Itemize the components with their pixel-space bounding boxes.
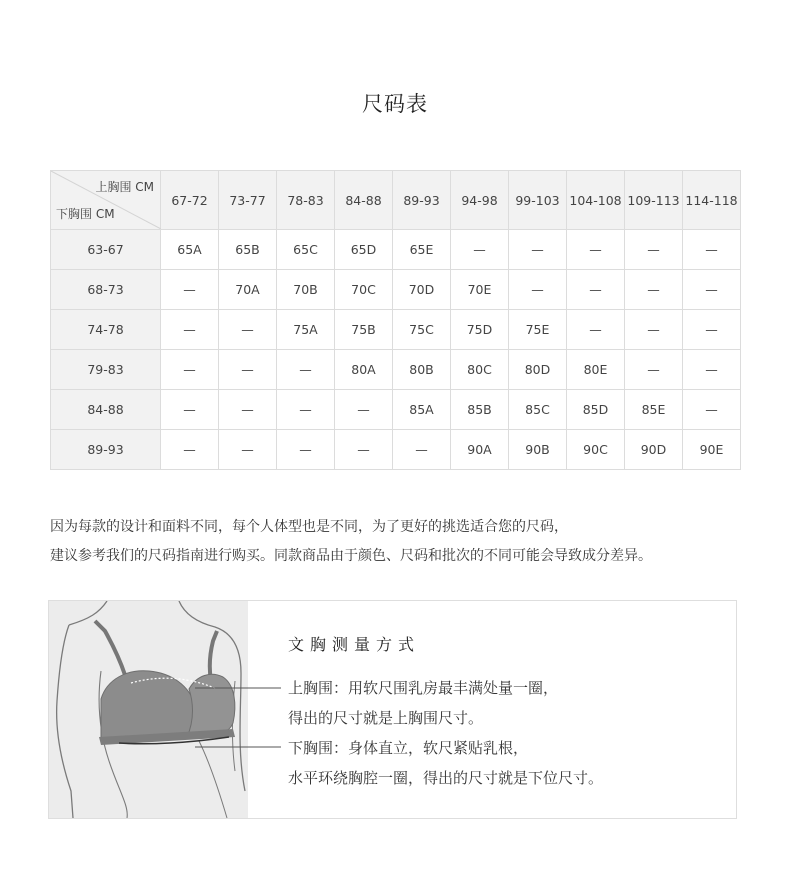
size-cell: 85E — [625, 390, 683, 430]
table-row — [51, 270, 741, 310]
lower-bust-row-label: 84-88 — [51, 390, 161, 430]
size-cell: 90A — [451, 430, 509, 470]
size-cell: 80C — [451, 350, 509, 390]
table-row — [51, 390, 741, 430]
bra-measure-illustration — [49, 601, 248, 818]
size-cell: 85C — [509, 390, 567, 430]
size-cell: — — [683, 390, 741, 430]
size-cell: 75A — [277, 310, 335, 350]
size-cell: — — [625, 310, 683, 350]
size-cell: — — [567, 270, 625, 310]
table-row — [51, 430, 741, 470]
size-cell: — — [683, 230, 741, 270]
upper-bust-result: 得出的尺寸就是上胸围尺寸。 — [288, 709, 484, 727]
upper-bust-column-header: 94-98 — [451, 171, 509, 230]
size-cell: — — [451, 230, 509, 270]
size-cell: — — [219, 390, 277, 430]
size-cell: — — [161, 310, 219, 350]
size-cell: — — [161, 430, 219, 470]
size-cell: 65B — [219, 230, 277, 270]
size-cell: 85A — [393, 390, 451, 430]
size-cell: 70C — [335, 270, 393, 310]
size-cell: 90C — [567, 430, 625, 470]
upper-bust-instruction: 上胸围：用软尺围乳房最丰满处量一圈， — [288, 679, 559, 697]
table-corner-cell — [51, 171, 161, 230]
table-header-row — [51, 171, 741, 230]
measure-guide-panel — [48, 600, 737, 819]
size-cell: 65C — [277, 230, 335, 270]
lower-bust-row-label: 89-93 — [51, 430, 161, 470]
upper-bust-column-header: 73-77 — [219, 171, 277, 230]
upper-bust-column-header: 104-108 — [567, 171, 625, 230]
size-cell: 90D — [625, 430, 683, 470]
size-cell: 65E — [393, 230, 451, 270]
lower-bust-result: 水平环绕胸腔一圈，得出的尺寸就是下位尺寸。 — [288, 769, 604, 787]
upper-bust-column-header: 89-93 — [393, 171, 451, 230]
note-line-2: 建议参考我们的尺码指南进行购买。同款商品由于颜色、尺码和批次的不同可能会导致成分差异。 — [50, 548, 652, 564]
size-cell: 70A — [219, 270, 277, 310]
size-cell: 65A — [161, 230, 219, 270]
size-cell: 80A — [335, 350, 393, 390]
lower-bust-row-label: 74-78 — [51, 310, 161, 350]
lower-bust-instruction: 下胸围：身体直立，软尺紧贴乳根， — [288, 739, 529, 757]
size-cell: 90E — [683, 430, 741, 470]
upper-bust-column-header: 84-88 — [335, 171, 393, 230]
size-cell: — — [625, 350, 683, 390]
lower-bust-row-label: 79-83 — [51, 350, 161, 390]
size-cell: — — [683, 310, 741, 350]
size-cell: — — [277, 350, 335, 390]
size-chart-table — [50, 170, 741, 470]
page-title: 尺码表 — [362, 92, 428, 116]
upper-bust-label: 上胸围 CM — [95, 180, 154, 194]
size-cell: — — [625, 270, 683, 310]
size-cell: 85D — [567, 390, 625, 430]
size-cell: 90B — [509, 430, 567, 470]
size-cell: — — [335, 390, 393, 430]
note-line-1: 因为每款的设计和面料不同，每个人体型也是不同，为了更好的挑选适合您的尺码， — [50, 519, 568, 535]
size-cell: — — [567, 230, 625, 270]
size-cell: 85B — [451, 390, 509, 430]
size-cell: — — [277, 390, 335, 430]
size-cell: — — [625, 230, 683, 270]
size-cell: — — [161, 270, 219, 310]
lower-bust-label: 下胸围 CM — [56, 207, 115, 221]
lower-bust-row-label: 68-73 — [51, 270, 161, 310]
size-cell: — — [161, 390, 219, 430]
size-cell: — — [393, 430, 451, 470]
size-cell: 65D — [335, 230, 393, 270]
table-row — [51, 230, 741, 270]
upper-bust-column-header: 78-83 — [277, 171, 335, 230]
size-cell: — — [335, 430, 393, 470]
size-cell: 80E — [567, 350, 625, 390]
size-cell: — — [219, 310, 277, 350]
measure-title: 文胸测量方式 — [288, 635, 421, 654]
size-cell: 75C — [393, 310, 451, 350]
upper-bust-column-header: 67-72 — [161, 171, 219, 230]
size-cell: — — [509, 230, 567, 270]
size-cell: — — [161, 350, 219, 390]
size-cell: — — [683, 350, 741, 390]
size-cell: — — [219, 430, 277, 470]
size-cell: — — [277, 430, 335, 470]
lower-bust-row-label: 63-67 — [51, 230, 161, 270]
table-row — [51, 350, 741, 390]
size-note — [50, 513, 770, 571]
size-cell: 75D — [451, 310, 509, 350]
size-cell: — — [567, 310, 625, 350]
upper-bust-column-header: 99-103 — [509, 171, 567, 230]
size-cell: — — [683, 270, 741, 310]
size-cell: 70B — [277, 270, 335, 310]
upper-bust-column-header: 109-113 — [625, 171, 683, 230]
size-cell: — — [219, 350, 277, 390]
size-cell: 80D — [509, 350, 567, 390]
size-cell: 70E — [451, 270, 509, 310]
size-cell: 75E — [509, 310, 567, 350]
size-cell: — — [509, 270, 567, 310]
upper-bust-column-header: 114-118 — [683, 171, 741, 230]
size-cell: 75B — [335, 310, 393, 350]
size-cell: 80B — [393, 350, 451, 390]
size-cell: 70D — [393, 270, 451, 310]
table-row — [51, 310, 741, 350]
